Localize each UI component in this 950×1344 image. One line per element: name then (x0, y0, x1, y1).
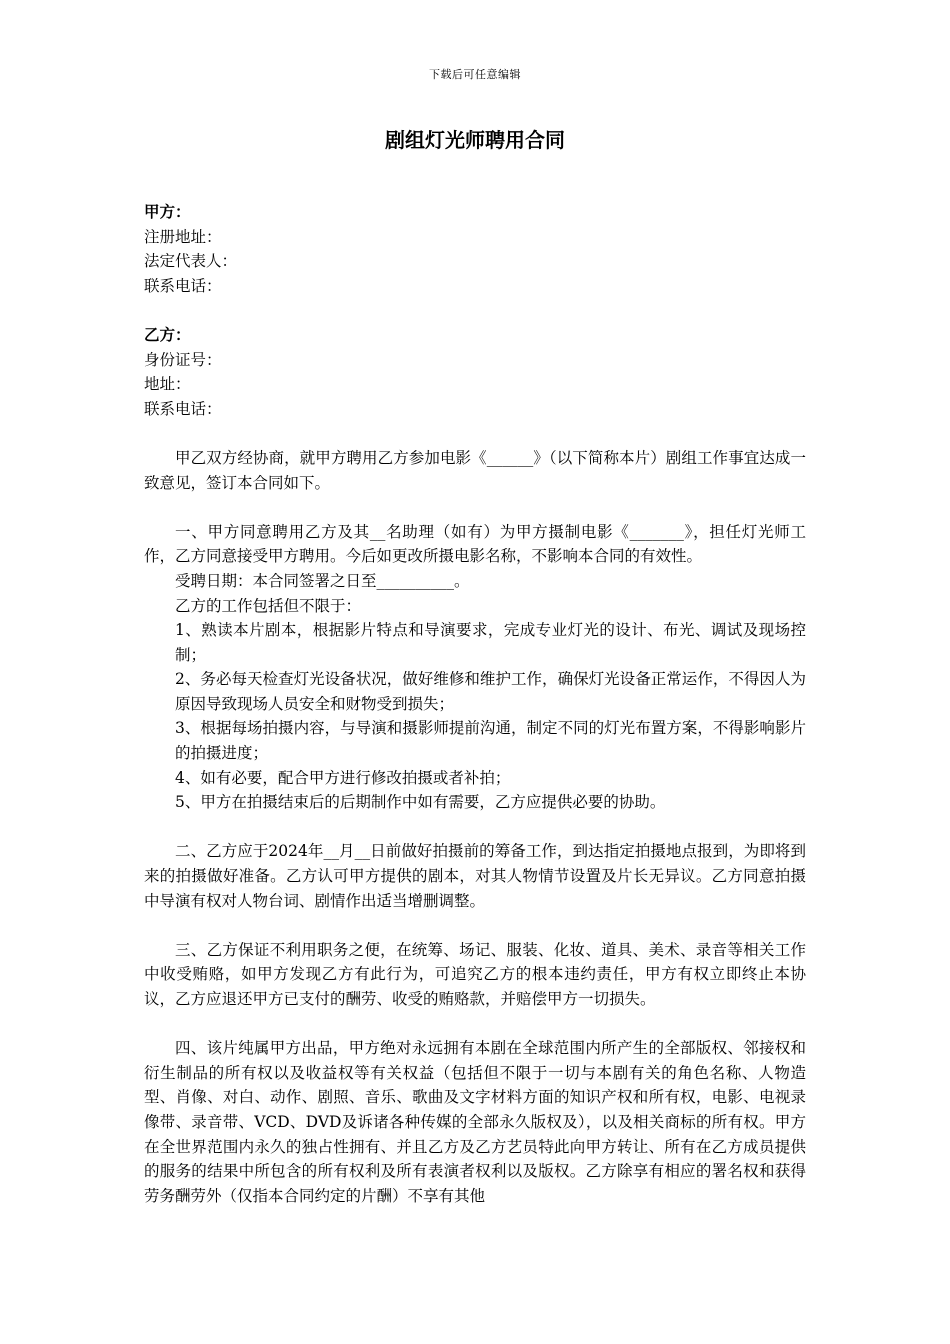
party-a-phone-field: 联系电话： (144, 276, 222, 295)
page-header-note: 下载后可任意编辑 (429, 68, 521, 81)
section-3-paragraph: 三、乙方保证不利用职务之便，在统筹、场记、服装、化妆、道具、美术、录音等相关工作中收受贿赂，如甲方发现乙方有此行为，可追究乙方的根本违约责任，甲方有权立即终止本协议，乙方应退还甲方已支付的酬劳、收受的贿赂款，并赔偿甲方一切损失。 (144, 940, 806, 1008)
party-b-label: 乙方： (144, 324, 191, 344)
spacer (144, 815, 806, 840)
duty-item: 1、熟读本片剧本，根据影片特点和导演要求，完成专业灯光的设计、布光、调试及现场控制； (175, 621, 806, 664)
section-2-paragraph: 二、乙方应于2024年__月__日前做好拍摄前的筹备工作，到达指定拍摄地点报到，为即将到来的拍摄做好准备。乙方认可甲方提供的剧本，对其人物情节设置及片长无异议。乙方同意拍摄中导演有权对人物台词、剧情作出适当增删调整。 (144, 842, 806, 910)
duty-item: 4、如有必要，配合甲方进行修改拍摄或者补拍； (175, 768, 511, 787)
intro-paragraph: 甲乙双方经协商，就甲方聘用乙方参加电影《______》（以下简称本片）剧组工作事宜达成一致意见，签订本合同如下。 (144, 448, 806, 492)
party-b-phone-field: 联系电话： (144, 399, 222, 418)
spacer (144, 913, 806, 938)
section-4-paragraph: 四、该片纯属甲方出品，甲方绝对永远拥有本剧在全球范围内所产生的全部版权、邻接权和衍生制品的所有权以及收益权等有关权益（包括但不限于一切与本剧有关的角色名称、人物造型、肖像、对白、动作、剧照、音乐、歌曲及文字材料方面的知识产权和所有权，电影、电视录像带、录音带、VCD、DVD及诉诸各种传媒的全部永久版权及），以及相关商标的所有权。甲方在全世界范围内永久的独占性拥有、并且乙方及乙方艺员特此向甲方转让、所有在乙方成员提供的服务的结果中所包含的所有权利及所有表演者权利以及版权。乙方除享有相应的署名权和获得劳务酬劳外（仅指本合同约定的片酬）不享有其他 (144, 1039, 806, 1205)
spacer (144, 1012, 806, 1037)
party-a-representative-field: 法定代表人： (144, 252, 238, 271)
document-body (144, 200, 806, 1208)
party-a-address-field: 注册地址： (144, 227, 222, 246)
duty-item: 2、务必每天检查灯光设备状况，做好维修和维护工作，确保灯光设备正常运作，不得因人为原因导致现场人员安全和财物受到损失； (175, 670, 806, 713)
party-b-address-field: 地址： (144, 375, 191, 394)
party-a-label: 甲方： (144, 202, 191, 221)
spacer (144, 495, 806, 520)
spacer (144, 421, 806, 446)
spacer (144, 298, 806, 323)
duty-item: 3、根据每场拍摄内容，与导演和摄影师提前沟通，制定不同的灯光布置方案，不得影响影片的拍摄进度； (175, 719, 806, 763)
section-1-duties-intro: 乙方的工作包括但不限于： (175, 596, 362, 615)
duty-item: 5、甲方在拍摄结束后的后期制作中如有需要，乙方应提供必要的协助。 (175, 793, 666, 812)
section-1-term: 受聘日期：本合同签署之日至__________。 (175, 571, 470, 590)
section-1-paragraph: 一、甲方同意聘用乙方及其__名助理（如有）为甲方摄制电影《_______》，担任灯光师工作，乙方同意接受甲方聘用。今后如更改所摄电影名称，不影响本合同的有效性。 (144, 522, 806, 566)
party-b-id-field: 身份证号： (144, 350, 222, 369)
document-title: 剧组灯光师聘用合同 (385, 128, 565, 152)
